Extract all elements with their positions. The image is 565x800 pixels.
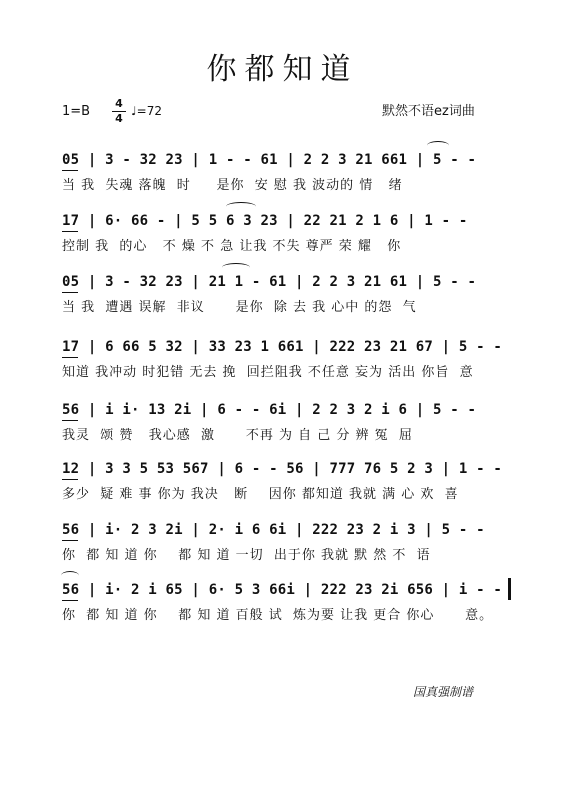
score-row <box>0 459 565 511</box>
final-barline <box>508 578 511 600</box>
key-signature: 1=B <box>62 104 91 119</box>
score-row <box>0 520 565 572</box>
lyric-line: 多少 疑 难 事 你为 我决 断 因你 都知道 我就 满 心 欢 喜 <box>62 487 459 502</box>
score-row <box>0 150 565 202</box>
lyric-line: 当 我 失魂 落魄 时 是你 安 慰 我 波动的 情 绪 <box>62 178 403 193</box>
beam-underline <box>62 170 78 171</box>
score-row <box>0 400 565 452</box>
score-row <box>0 337 565 389</box>
lyric-line: 我灵 颂 赞 我心感 激 不再 为 自 己 分 辨 冤 屈 <box>62 428 413 443</box>
score-row <box>0 211 565 263</box>
notation-line: 56 | i· 2 3 2i | 2· i 6 6i | 222 23 2 i 3 | 5 - - <box>62 522 485 538</box>
beam-underline <box>62 292 78 293</box>
notation-line: 56 | i· 2 i 65 | 6· 5 3 66i | 222 23 2i 656 | i - - <box>62 582 503 598</box>
lyric-line: 你 都 知 道 你 都 知 道 一切 出于你 我就 默 然 不 语 <box>62 548 431 563</box>
notation-line: 17 | 6· 66 - | 5 5 6 3 23 | 22 21 2 1 6 | 1 - - <box>62 213 468 229</box>
composer-credit: 默然不语ez词曲 <box>382 104 475 119</box>
lyric-line: 当 我 遭遇 误解 非议 是你 除 去 我 心中 的怨 气 <box>62 300 417 315</box>
beam-underline <box>62 420 78 421</box>
tempo-marking: ♩=72 <box>131 104 162 118</box>
notation-line: 17 | 6 66 5 32 | 33 23 1 661 | 222 23 21 67 | 5 - - <box>62 339 503 355</box>
score-row <box>0 272 565 324</box>
beam-underline <box>62 357 78 358</box>
beam-underline <box>62 540 78 541</box>
lyric-line: 知道 我冲动 时犯错 无去 挽 回拦阻我 不任意 妄为 活出 你旨 意 <box>62 365 474 380</box>
song-title: 你都知道 <box>206 52 359 87</box>
tie-slur <box>226 202 256 211</box>
tie-slur <box>61 571 79 580</box>
lyric-line: 你 都 知 道 你 都 知 道 百般 试 炼为要 让我 更合 你心 意。 <box>62 608 494 623</box>
tie-slur <box>222 263 250 272</box>
beam-underline <box>62 231 78 232</box>
notation-line: 05 | 3 - 32 23 | 1 - - 61 | 2 2 3 21 661 | 5 - - <box>62 152 477 168</box>
score-row <box>0 580 565 632</box>
notation-line: 05 | 3 - 32 23 | 21 1 - 61 | 2 2 3 21 61 | 5 - - <box>62 274 477 290</box>
tie-slur <box>427 141 449 150</box>
notation-line: 56 | i i· 13 2i | 6 - - 6i | 2 2 3 2 i 6 | 5 - - <box>62 402 477 418</box>
beam-underline <box>62 479 78 480</box>
beam-underline <box>62 600 78 601</box>
notation-line: 12 | 3 3 5 53 567 | 6 - - 56 | 777 76 5 2 3 | 1 - - <box>62 461 503 477</box>
time-signature <box>112 98 126 125</box>
lyric-line: 控制 我 的心 不 燥 不 急 让我 不失 尊严 荣 耀 你 <box>62 239 402 254</box>
time-signature-top: 4 <box>115 97 123 110</box>
time-signature-bottom: 4 <box>115 112 123 125</box>
arranger-credit: 国真强制谱 <box>413 685 474 699</box>
